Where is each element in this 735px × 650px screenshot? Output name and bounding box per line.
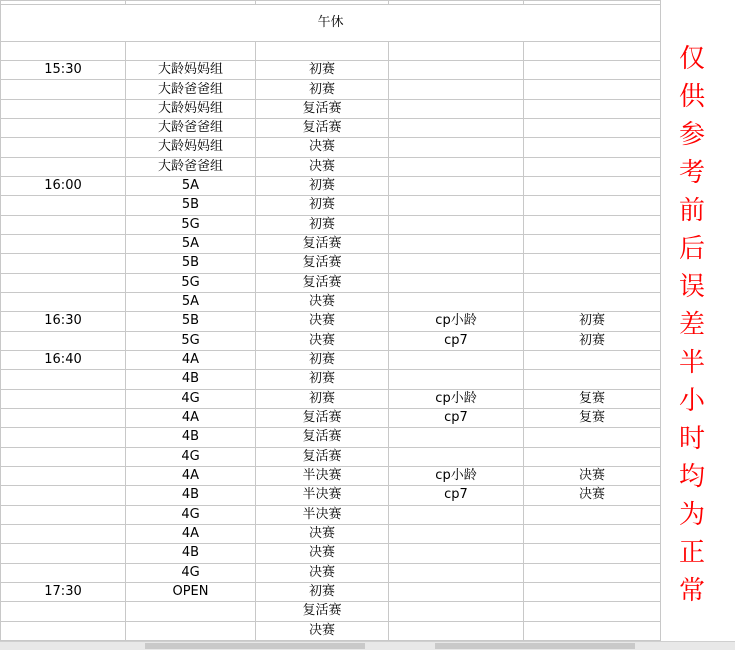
note-char: 为 xyxy=(678,500,705,530)
table-row xyxy=(1,41,661,60)
group2-cell[interactable] xyxy=(389,524,524,543)
round2-cell[interactable] xyxy=(524,61,661,80)
group-cell[interactable]: 大龄爸爸组 xyxy=(126,119,256,138)
time-cell[interactable] xyxy=(1,621,126,640)
group2-cell[interactable] xyxy=(389,80,524,99)
time-cell[interactable] xyxy=(1,544,126,563)
scrollbar-thumb[interactable] xyxy=(145,643,365,649)
time-cell[interactable] xyxy=(1,524,126,543)
table-row xyxy=(1,466,661,485)
time-cell[interactable] xyxy=(1,254,126,273)
note-char: 正 xyxy=(678,538,705,568)
group2-cell[interactable] xyxy=(389,215,524,234)
note-char: 均 xyxy=(678,462,705,492)
round-cell[interactable]: 半决赛 xyxy=(256,505,389,524)
note-char: 仅 xyxy=(678,44,705,74)
group-cell[interactable] xyxy=(126,41,256,60)
group2-cell[interactable] xyxy=(389,370,524,389)
time-cell[interactable] xyxy=(1,80,126,99)
noon-break-cell[interactable]: 午休 xyxy=(1,5,661,42)
time-cell[interactable] xyxy=(1,389,126,408)
round-cell[interactable]: 初赛 xyxy=(256,582,389,601)
group2-cell[interactable] xyxy=(389,544,524,563)
time-cell[interactable] xyxy=(1,602,126,621)
time-cell[interactable] xyxy=(1,234,126,253)
round2-cell[interactable] xyxy=(524,428,661,447)
group-cell[interactable]: 4G xyxy=(126,505,256,524)
group2-cell[interactable]: cp7 xyxy=(389,331,524,350)
group-cell[interactable]: 大龄爸爸组 xyxy=(126,157,256,176)
group2-cell[interactable]: cp7 xyxy=(389,408,524,427)
table-row xyxy=(1,602,661,621)
round2-cell[interactable]: 初赛 xyxy=(524,312,661,331)
time-cell[interactable] xyxy=(1,119,126,138)
round-cell[interactable]: 决赛 xyxy=(256,524,389,543)
round2-cell[interactable] xyxy=(524,234,661,253)
group-cell[interactable]: 4G xyxy=(126,447,256,466)
group2-cell[interactable] xyxy=(389,138,524,157)
round-cell[interactable]: 复活赛 xyxy=(256,119,389,138)
group2-cell[interactable]: cp7 xyxy=(389,486,524,505)
time-cell[interactable]: 15:30 xyxy=(1,61,126,80)
round2-cell[interactable] xyxy=(524,563,661,582)
group-cell[interactable]: 5G xyxy=(126,215,256,234)
round2-cell[interactable] xyxy=(524,292,661,311)
group-cell[interactable]: 4A xyxy=(126,408,256,427)
round-cell[interactable]: 复活赛 xyxy=(256,602,389,621)
round2-cell[interactable] xyxy=(524,41,661,60)
time-cell[interactable] xyxy=(1,41,126,60)
round-cell[interactable]: 复活赛 xyxy=(256,408,389,427)
time-cell[interactable] xyxy=(1,215,126,234)
table-row xyxy=(1,215,661,234)
round-cell[interactable]: 复活赛 xyxy=(256,99,389,118)
time-cell[interactable] xyxy=(1,447,126,466)
table-row xyxy=(1,370,661,389)
group-cell[interactable]: 4A xyxy=(126,466,256,485)
table-row xyxy=(1,428,661,447)
time-cell[interactable] xyxy=(1,331,126,350)
time-cell[interactable] xyxy=(1,563,126,582)
round2-cell[interactable] xyxy=(524,621,661,640)
time-cell[interactable] xyxy=(1,505,126,524)
round2-cell[interactable]: 决赛 xyxy=(524,486,661,505)
table-row xyxy=(1,582,661,601)
table-row xyxy=(1,544,661,563)
group-cell[interactable]: 4A xyxy=(126,350,256,369)
round2-cell[interactable] xyxy=(524,447,661,466)
round2-cell[interactable]: 复赛 xyxy=(524,408,661,427)
group-cell[interactable]: 4B xyxy=(126,370,256,389)
group2-cell[interactable] xyxy=(389,196,524,215)
round-cell[interactable]: 半决赛 xyxy=(256,486,389,505)
round2-cell[interactable] xyxy=(524,370,661,389)
round-cell[interactable]: 决赛 xyxy=(256,544,389,563)
round2-cell[interactable] xyxy=(524,99,661,118)
round-cell[interactable] xyxy=(256,41,389,60)
note-char: 后 xyxy=(678,234,705,264)
group-cell[interactable]: 5B xyxy=(126,254,256,273)
round2-cell[interactable]: 复赛 xyxy=(524,389,661,408)
note-char: 前 xyxy=(678,196,705,226)
group2-cell[interactable]: cp小龄 xyxy=(389,389,524,408)
note-char: 考 xyxy=(678,158,705,188)
group2-cell[interactable] xyxy=(389,41,524,60)
group2-cell[interactable] xyxy=(389,157,524,176)
round2-cell[interactable] xyxy=(524,215,661,234)
round-cell[interactable]: 决赛 xyxy=(256,331,389,350)
table-row xyxy=(1,292,661,311)
round2-cell[interactable] xyxy=(524,80,661,99)
round-cell[interactable]: 初赛 xyxy=(256,196,389,215)
round2-cell[interactable] xyxy=(524,254,661,273)
round-cell[interactable]: 初赛 xyxy=(256,176,389,195)
round-cell[interactable]: 初赛 xyxy=(256,61,389,80)
table-row xyxy=(1,505,661,524)
group2-cell[interactable] xyxy=(389,582,524,601)
round-cell[interactable]: 初赛 xyxy=(256,350,389,369)
group2-cell[interactable] xyxy=(389,99,524,118)
note-char: 参 xyxy=(678,120,705,150)
scrollbar-thumb-secondary[interactable] xyxy=(435,643,635,649)
table-row xyxy=(1,157,661,176)
time-cell[interactable] xyxy=(1,370,126,389)
time-cell[interactable]: 16:40 xyxy=(1,350,126,369)
table-row xyxy=(1,176,661,195)
table-row xyxy=(1,61,661,80)
round-cell[interactable]: 决赛 xyxy=(256,157,389,176)
round2-cell[interactable] xyxy=(524,524,661,543)
round-cell[interactable]: 复活赛 xyxy=(256,428,389,447)
table-row xyxy=(1,196,661,215)
round-cell[interactable]: 初赛 xyxy=(256,80,389,99)
group-cell[interactable] xyxy=(126,621,256,640)
round2-cell[interactable]: 初赛 xyxy=(524,331,661,350)
round2-cell[interactable] xyxy=(524,582,661,601)
round-cell[interactable]: 复活赛 xyxy=(256,254,389,273)
round-cell[interactable]: 初赛 xyxy=(256,370,389,389)
group-cell[interactable]: 4B xyxy=(126,544,256,563)
note-char: 常 xyxy=(678,576,705,606)
group2-cell[interactable]: cp小龄 xyxy=(389,312,524,331)
table-row xyxy=(1,312,661,331)
group-cell[interactable]: 大龄妈妈组 xyxy=(126,99,256,118)
group-cell[interactable]: 5B xyxy=(126,196,256,215)
round2-cell[interactable]: 决赛 xyxy=(524,466,661,485)
group2-cell[interactable] xyxy=(389,292,524,311)
group-cell[interactable]: 5B xyxy=(126,312,256,331)
time-cell[interactable] xyxy=(1,466,126,485)
round-cell[interactable]: 半决赛 xyxy=(256,466,389,485)
group2-cell[interactable]: cp小龄 xyxy=(389,466,524,485)
group2-cell[interactable] xyxy=(389,273,524,292)
group2-cell[interactable] xyxy=(389,621,524,640)
time-cell[interactable] xyxy=(1,428,126,447)
time-cell[interactable] xyxy=(1,408,126,427)
table-row xyxy=(1,80,661,99)
round-cell[interactable]: 复活赛 xyxy=(256,273,389,292)
round2-cell[interactable] xyxy=(524,119,661,138)
group2-cell[interactable] xyxy=(389,447,524,466)
table-row xyxy=(1,486,661,505)
round2-cell[interactable] xyxy=(524,273,661,292)
group-cell[interactable]: 4G xyxy=(126,389,256,408)
table-row xyxy=(1,563,661,582)
table-row xyxy=(1,254,661,273)
round2-cell[interactable] xyxy=(524,176,661,195)
note-char: 供 xyxy=(678,82,705,112)
time-cell[interactable] xyxy=(1,138,126,157)
round-cell[interactable]: 决赛 xyxy=(256,292,389,311)
group2-cell[interactable] xyxy=(389,61,524,80)
round2-cell[interactable] xyxy=(524,196,661,215)
round-cell[interactable]: 决赛 xyxy=(256,312,389,331)
group2-cell[interactable] xyxy=(389,176,524,195)
group-cell[interactable]: 5A xyxy=(126,176,256,195)
time-cell[interactable] xyxy=(1,99,126,118)
group-cell[interactable]: 大龄爸爸组 xyxy=(126,80,256,99)
time-cell[interactable]: 17:30 xyxy=(1,582,126,601)
group-cell[interactable]: 5A xyxy=(126,292,256,311)
group2-cell[interactable] xyxy=(389,254,524,273)
time-cell[interactable] xyxy=(1,273,126,292)
reference-note xyxy=(662,40,722,610)
group-cell[interactable]: 4G xyxy=(126,563,256,582)
group-cell[interactable] xyxy=(126,602,256,621)
table-row xyxy=(1,350,661,369)
round-cell[interactable]: 决赛 xyxy=(256,563,389,582)
round2-cell[interactable] xyxy=(524,157,661,176)
group-cell[interactable]: 大龄妈妈组 xyxy=(126,61,256,80)
table-row xyxy=(1,273,661,292)
time-cell[interactable] xyxy=(1,292,126,311)
group2-cell[interactable] xyxy=(389,350,524,369)
group2-cell[interactable] xyxy=(389,602,524,621)
round2-cell[interactable] xyxy=(524,544,661,563)
note-char: 小 xyxy=(678,386,705,416)
group-cell[interactable]: 4B xyxy=(126,428,256,447)
time-cell[interactable]: 16:30 xyxy=(1,312,126,331)
group-cell[interactable]: 5G xyxy=(126,273,256,292)
round-cell[interactable]: 初赛 xyxy=(256,215,389,234)
round-cell[interactable]: 决赛 xyxy=(256,621,389,640)
group2-cell[interactable] xyxy=(389,234,524,253)
table-row xyxy=(1,447,661,466)
round-cell[interactable]: 复活赛 xyxy=(256,234,389,253)
group-cell[interactable]: 4A xyxy=(126,524,256,543)
time-cell[interactable]: 16:00 xyxy=(1,176,126,195)
group2-cell[interactable] xyxy=(389,505,524,524)
round2-cell[interactable] xyxy=(524,505,661,524)
schedule-body xyxy=(1,1,661,641)
time-cell[interactable] xyxy=(1,196,126,215)
table-row xyxy=(1,524,661,543)
time-cell[interactable] xyxy=(1,157,126,176)
note-char: 误 xyxy=(678,272,705,302)
group-cell[interactable]: OPEN xyxy=(126,582,256,601)
group-cell[interactable]: 5G xyxy=(126,331,256,350)
table-row xyxy=(1,234,661,253)
table-row xyxy=(1,119,661,138)
group2-cell[interactable] xyxy=(389,119,524,138)
group-cell[interactable]: 5A xyxy=(126,234,256,253)
group2-cell[interactable] xyxy=(389,563,524,582)
table-row xyxy=(1,99,661,118)
round-cell[interactable]: 决赛 xyxy=(256,138,389,157)
table-row xyxy=(1,389,661,408)
note-char: 差 xyxy=(678,310,705,340)
round2-cell[interactable] xyxy=(524,350,661,369)
table-row xyxy=(1,138,661,157)
round-cell[interactable]: 初赛 xyxy=(256,389,389,408)
round-cell[interactable]: 复活赛 xyxy=(256,447,389,466)
round2-cell[interactable] xyxy=(524,602,661,621)
group-cell[interactable]: 4B xyxy=(126,486,256,505)
group2-cell[interactable] xyxy=(389,428,524,447)
note-char: 半 xyxy=(678,348,705,378)
time-cell[interactable] xyxy=(1,486,126,505)
round2-cell[interactable] xyxy=(524,138,661,157)
table-row xyxy=(1,331,661,350)
noon-break-row xyxy=(1,5,661,42)
table-row xyxy=(1,408,661,427)
table-row xyxy=(1,621,661,640)
note-char: 时 xyxy=(678,424,705,454)
group-cell[interactable]: 大龄妈妈组 xyxy=(126,138,256,157)
